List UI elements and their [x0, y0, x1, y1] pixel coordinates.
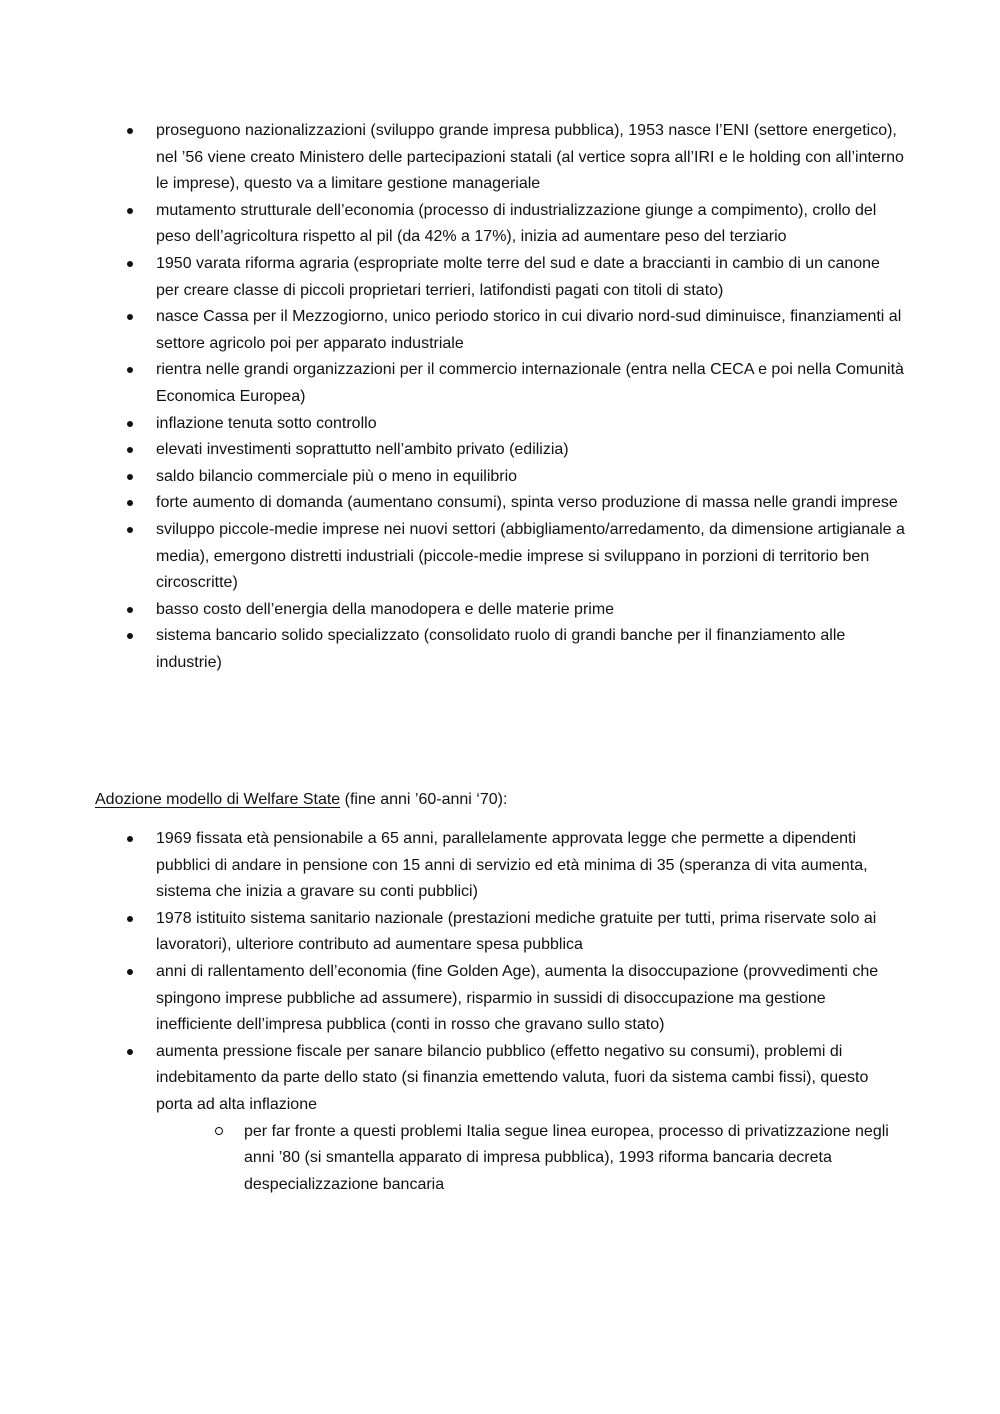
list-item [0, 597, 906, 624]
list-item-text: 1950 varata riforma agraria (espropriate molte terre del sud e date a braccianti in cambio di un canone per creare classe di piccoli proprietari terrieri, latifondisti pagati con titoli di stato) [156, 254, 880, 299]
list-item [0, 906, 906, 959]
sub-list [156, 1119, 906, 1199]
list-item-text: anni di rallentamento dell’economia (fine Golden Age), aumenta la disoccupazione (provvedimenti che spingono imprese pubbliche ad assumere), risparmio in sussidi di disoccupazione ma gestione inefficiente dell’impresa pubblica (conti in rosso che gravano sullo stato) [156, 962, 879, 1034]
list-item [0, 198, 906, 251]
list-item-text: nasce Cassa per il Mezzogiorno, unico periodo storico in cui divario nord-sud diminuisce, finanziamenti al settore agricolo poi per apparato industriale [156, 308, 902, 352]
section-heading-welfare-state [95, 787, 507, 813]
list-item [0, 304, 906, 357]
sub-list-item-text: per far fronte a questi problemi Italia segue linea europea, processo di privatizzazione negli anni ’80 (si smantella apparato di impresa pubblica), 1993 riforma bancaria decreta despecializzazione bancaria [244, 1122, 889, 1193]
bullet-icon [127, 633, 133, 639]
bullet-icon [127, 607, 133, 613]
list-item-text: saldo bilancio commerciale più o meno in equilibrio [156, 467, 518, 485]
list-item [0, 517, 906, 597]
list-item [0, 464, 906, 491]
list-item [0, 1039, 906, 1199]
bullet-icon [127, 1049, 133, 1055]
list-item [0, 251, 906, 304]
bullet-icon [127, 969, 133, 975]
list-item [0, 623, 906, 676]
list-item-text: rientra nelle grandi organizzazioni per il commercio internazionale (entra nella CECA e poi nella Comunità Economica Europea) [156, 361, 904, 405]
list-item [0, 826, 906, 906]
list-item-text: aumenta pressione fiscale per sanare bilancio pubblico (effetto negativo su consumi), problemi di indebitamento da parte dello stato (si finanzia emettendo valuta, fuori da sistema cambi fissi), questo porta ad alta inflazione [156, 1042, 869, 1113]
bullet-list-welfare-state [0, 826, 906, 1198]
bullet-icon [127, 447, 133, 453]
bullet-list-economic-boom [0, 118, 906, 676]
hollow-bullet-icon [215, 1127, 223, 1135]
bullet-icon [127, 916, 133, 922]
bullet-icon [127, 208, 133, 214]
bullet-icon [127, 500, 133, 506]
bullet-icon [127, 836, 133, 842]
list-item [0, 357, 906, 410]
list-item-text: inflazione tenuta sotto controllo [156, 414, 377, 432]
list-item-text: forte aumento di domanda (aumentano consumi), spinta verso produzione di massa nelle grandi imprese [156, 494, 898, 512]
list-item-text: sistema bancario solido specializzato (consolidato ruolo di grandi banche per il finanziamento alle industrie) [156, 627, 846, 671]
list-item [0, 437, 906, 464]
list-item-text: basso costo dell’energia della manodopera e delle materie prime [156, 600, 615, 618]
bullet-icon [127, 421, 133, 427]
bullet-icon [127, 314, 133, 320]
bullet-icon [127, 367, 133, 373]
list-item [0, 959, 906, 1039]
list-item-text: proseguono nazionalizzazioni (sviluppo grande impresa pubblica), 1953 nasce l’ENI (settore energetico), nel ’56 viene creato Ministero delle partecipazioni statali (al vertice sopra all’IRI e le holding con all’interno le imprese), questo va a limitare gestione manageriale [156, 122, 904, 193]
bullet-icon [127, 474, 133, 480]
list-item [0, 118, 906, 198]
bullet-icon [127, 527, 133, 533]
bullet-icon [127, 128, 133, 134]
bullet-icon [127, 261, 133, 267]
list-item-text: 1969 fissata età pensionabile a 65 anni, parallelamente approvata legge che permette a dipendenti pubblici di andare in pensione con 15 anni di servizio ed età minima di 35 (speranza di vita aumenta, sistema che inizia a gravare su conti pubblici) [156, 830, 868, 901]
section-heading-title: Adozione modello di Welfare State [95, 791, 341, 808]
list-item [0, 411, 906, 438]
list-item-text: mutamento strutturale dell’economia (processo di industrializzazione giunge a compimento), crollo del peso dell’agricoltura rispetto al pil (da 42% a 17%), inizia ad aumentare peso del terziario [156, 201, 877, 246]
list-item [0, 490, 906, 517]
sub-list-item [244, 1119, 914, 1199]
list-item-text: 1978 istituito sistema sanitario nazionale (prestazioni mediche gratuite per tutti, prima riservate solo ai lavoratori), ulteriore contributo ad aumentare spesa pubblica [156, 909, 877, 954]
section-heading-period: (fine anni ’60-anni ‘70): [340, 791, 508, 808]
list-item-text: sviluppo piccole-medie imprese nei nuovi settori (abbigliamento/arredamento, da dimensione artigianale a media), emergono distretti industriali (piccole-medie imprese si sviluppano in porzioni di territorio ben circoscritte) [156, 520, 905, 592]
list-item-text: elevati investimenti soprattutto nell’ambito privato (edilizia) [156, 441, 569, 459]
